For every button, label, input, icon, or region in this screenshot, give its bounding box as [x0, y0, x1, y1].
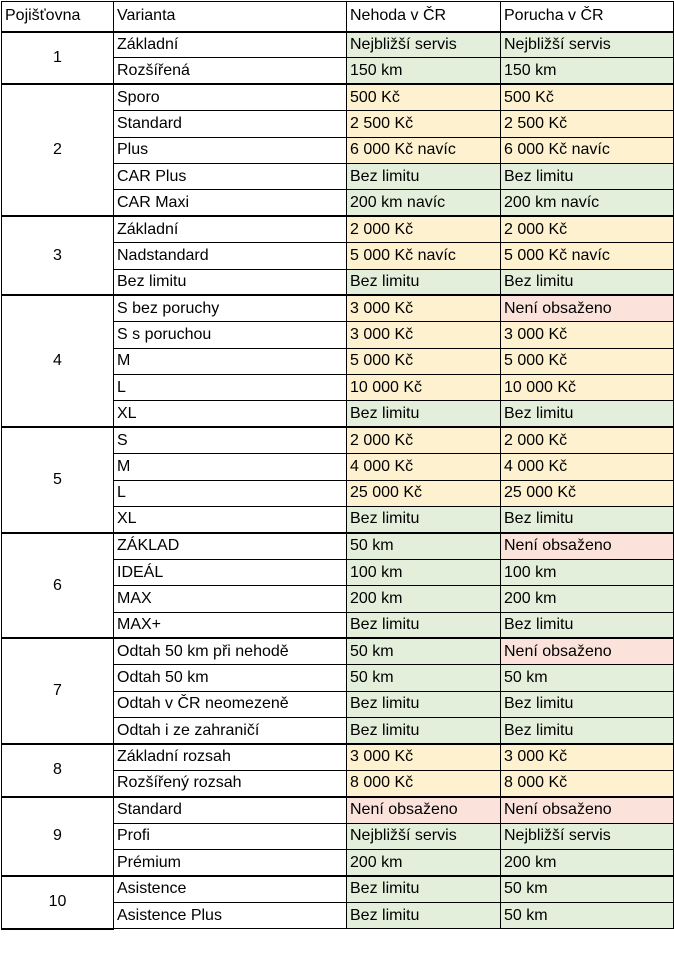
- accident-cell: Bez limitu: [347, 269, 501, 295]
- variant-cell: Plus: [114, 137, 347, 163]
- insurer-cell: 1: [2, 32, 114, 85]
- variant-cell: XL: [114, 507, 347, 533]
- breakdown-cell: 2 500 Kč: [501, 111, 674, 137]
- variant-cell: Profi: [114, 823, 347, 849]
- accident-cell: 50 km: [347, 533, 501, 559]
- breakdown-cell: 4 000 Kč: [501, 454, 674, 480]
- breakdown-cell: Není obsaženo: [501, 638, 674, 664]
- accident-cell: Nejbližší servis: [347, 823, 501, 849]
- breakdown-cell: 6 000 Kč navíc: [501, 137, 674, 163]
- breakdown-cell: 50 km: [501, 902, 674, 928]
- variant-cell: Sporo: [114, 84, 347, 110]
- variant-cell: Odtah 50 km: [114, 665, 347, 691]
- accident-cell: Bez limitu: [347, 718, 501, 744]
- breakdown-cell: 5 000 Kč navíc: [501, 243, 674, 269]
- breakdown-cell: 3 000 Kč: [501, 744, 674, 770]
- breakdown-cell: 50 km: [501, 665, 674, 691]
- header-breakdown: Porucha v ČR: [501, 2, 674, 32]
- accident-cell: 50 km: [347, 665, 501, 691]
- accident-cell: Bez limitu: [347, 902, 501, 928]
- header-row: [2, 2, 674, 32]
- breakdown-cell: Bez limitu: [501, 612, 674, 638]
- accident-cell: 100 km: [347, 559, 501, 585]
- insurer-cell: 3: [2, 216, 114, 295]
- variant-cell: S: [114, 427, 347, 453]
- accident-cell: 4 000 Kč: [347, 454, 501, 480]
- table-row: [2, 744, 674, 770]
- variant-cell: S bez poruchy: [114, 295, 347, 321]
- breakdown-cell: Bez limitu: [501, 718, 674, 744]
- breakdown-cell: 200 km: [501, 850, 674, 876]
- accident-cell: 3 000 Kč: [347, 295, 501, 321]
- breakdown-cell: 10 000 Kč: [501, 375, 674, 401]
- insurer-cell: 9: [2, 797, 114, 876]
- variant-cell: Základní: [114, 216, 347, 242]
- variant-cell: CAR Plus: [114, 163, 347, 189]
- accident-cell: 2 000 Kč: [347, 216, 501, 242]
- breakdown-cell: 200 km navíc: [501, 190, 674, 216]
- insurer-cell: 8: [2, 744, 114, 797]
- breakdown-cell: 25 000 Kč: [501, 480, 674, 506]
- insurer-cell: 2: [2, 84, 114, 216]
- variant-cell: Asistence: [114, 876, 347, 902]
- variant-cell: Asistence Plus: [114, 902, 347, 928]
- variant-cell: Odtah v ČR neomezeně: [114, 691, 347, 717]
- variant-cell: Nadstandard: [114, 243, 347, 269]
- insurer-cell: 10: [2, 876, 114, 929]
- accident-cell: 3 000 Kč: [347, 744, 501, 770]
- table-row: [2, 876, 674, 902]
- breakdown-cell: 2 000 Kč: [501, 427, 674, 453]
- insurance-comparison-table: [1, 1, 674, 930]
- header-variant: Varianta: [114, 2, 347, 32]
- insurer-cell: 4: [2, 295, 114, 427]
- breakdown-cell: 8 000 Kč: [501, 770, 674, 796]
- breakdown-cell: Není obsaženo: [501, 797, 674, 823]
- variant-cell: IDEÁL: [114, 559, 347, 585]
- accident-cell: 200 km: [347, 850, 501, 876]
- table-row: [2, 216, 674, 242]
- table-row: [2, 797, 674, 823]
- breakdown-cell: Není obsaženo: [501, 295, 674, 321]
- variant-cell: M: [114, 348, 347, 374]
- accident-cell: 5 000 Kč: [347, 348, 501, 374]
- table-row: [2, 84, 674, 110]
- header-insurer: Pojišťovna: [2, 2, 114, 32]
- breakdown-cell: 500 Kč: [501, 84, 674, 110]
- accident-cell: Bez limitu: [347, 401, 501, 427]
- variant-cell: L: [114, 480, 347, 506]
- variant-cell: MAX: [114, 586, 347, 612]
- variant-cell: CAR Maxi: [114, 190, 347, 216]
- accident-cell: Bez limitu: [347, 163, 501, 189]
- breakdown-cell: Bez limitu: [501, 269, 674, 295]
- accident-cell: 5 000 Kč navíc: [347, 243, 501, 269]
- accident-cell: 50 km: [347, 638, 501, 664]
- variant-cell: XL: [114, 401, 347, 427]
- table-row: [2, 427, 674, 453]
- variant-cell: Prémium: [114, 850, 347, 876]
- variant-cell: Odtah 50 km při nehodě: [114, 638, 347, 664]
- table-row: [2, 533, 674, 559]
- breakdown-cell: Bez limitu: [501, 691, 674, 717]
- accident-cell: 200 km navíc: [347, 190, 501, 216]
- variant-cell: Rozšířený rozsah: [114, 770, 347, 796]
- accident-cell: 25 000 Kč: [347, 480, 501, 506]
- breakdown-cell: 100 km: [501, 559, 674, 585]
- variant-cell: Základní rozsah: [114, 744, 347, 770]
- insurer-cell: 5: [2, 427, 114, 533]
- insurer-cell: 6: [2, 533, 114, 639]
- insurer-cell: 7: [2, 638, 114, 744]
- variant-cell: Rozšířená: [114, 58, 347, 84]
- variant-cell: S s poruchou: [114, 322, 347, 348]
- breakdown-cell: Nejbližší servis: [501, 823, 674, 849]
- breakdown-cell: Bez limitu: [501, 163, 674, 189]
- accident-cell: 2 500 Kč: [347, 111, 501, 137]
- breakdown-cell: Bez limitu: [501, 401, 674, 427]
- variant-cell: Základní: [114, 32, 347, 58]
- accident-cell: 3 000 Kč: [347, 322, 501, 348]
- breakdown-cell: 200 km: [501, 586, 674, 612]
- variant-cell: Standard: [114, 111, 347, 137]
- variant-cell: Bez limitu: [114, 269, 347, 295]
- breakdown-cell: 50 km: [501, 876, 674, 902]
- accident-cell: Bez limitu: [347, 876, 501, 902]
- variant-cell: L: [114, 375, 347, 401]
- accident-cell: 200 km: [347, 586, 501, 612]
- variant-cell: M: [114, 454, 347, 480]
- table-body: [2, 32, 674, 929]
- breakdown-cell: 2 000 Kč: [501, 216, 674, 242]
- breakdown-cell: 3 000 Kč: [501, 322, 674, 348]
- breakdown-cell: 150 km: [501, 58, 674, 84]
- table-row: [2, 638, 674, 664]
- accident-cell: Bez limitu: [347, 507, 501, 533]
- accident-cell: Není obsaženo: [347, 797, 501, 823]
- accident-cell: Bez limitu: [347, 612, 501, 638]
- header-accident: Nehoda v ČR: [347, 2, 501, 32]
- accident-cell: 500 Kč: [347, 84, 501, 110]
- accident-cell: Bez limitu: [347, 691, 501, 717]
- breakdown-cell: Bez limitu: [501, 507, 674, 533]
- variant-cell: ZÁKLAD: [114, 533, 347, 559]
- table-row: [2, 295, 674, 321]
- accident-cell: 2 000 Kč: [347, 427, 501, 453]
- table-row: [2, 32, 674, 58]
- accident-cell: 6 000 Kč navíc: [347, 137, 501, 163]
- variant-cell: Standard: [114, 797, 347, 823]
- variant-cell: Odtah i ze zahraničí: [114, 718, 347, 744]
- breakdown-cell: Nejbližší servis: [501, 32, 674, 58]
- accident-cell: Nejbližší servis: [347, 32, 501, 58]
- accident-cell: 8 000 Kč: [347, 770, 501, 796]
- variant-cell: MAX+: [114, 612, 347, 638]
- breakdown-cell: 5 000 Kč: [501, 348, 674, 374]
- accident-cell: 150 km: [347, 58, 501, 84]
- breakdown-cell: Není obsaženo: [501, 533, 674, 559]
- accident-cell: 10 000 Kč: [347, 375, 501, 401]
